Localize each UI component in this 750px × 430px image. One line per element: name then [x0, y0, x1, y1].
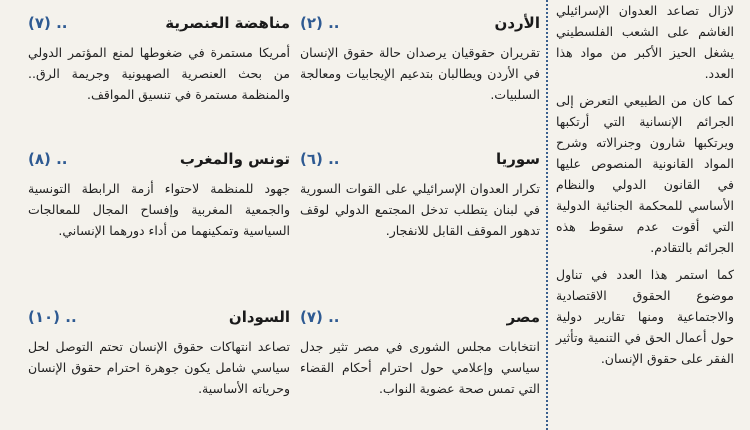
section-summary: تصاعد انتهاكات حقوق الإنسان تحتم التوصل لحل سياسي شامل يكون جوهرة احترام حقوق الإنسان وحرياته الأساسية.: [28, 339, 290, 396]
section-title: تونس والمغرب: [179, 150, 290, 168]
sidebar-paragraph: كما استمر هذا العدد في تناول موضوع الحقوق الاقتصادية والاجتماعية ومنها تقارير دولية حول أعمال الحق في التنمية وتأثير الفقر على حقوق الإنسان.: [556, 267, 734, 366]
page-number: (٧) ..: [28, 14, 68, 32]
page-number: (٧) ..: [300, 308, 340, 326]
section-title: مناهضة العنصرية: [165, 14, 290, 32]
section-summary: تقريران حقوقيان يرصدان حالة حقوق الإنسان في الأردن ويطالبان بتدعيم الإيجابيات ومعالجة السلبيات.: [300, 45, 540, 102]
section-syria: [300, 150, 540, 241]
section-anti-racism: [28, 14, 290, 105]
section-jordan: [300, 14, 540, 105]
editorial-sidebar: [546, 0, 740, 430]
page-number: (٨) ..: [28, 150, 68, 168]
section-summary: أمريكا مستمرة في ضغوطها لمنع المؤتمر الدولي من بحث العنصرية الصهيونية وجريمة الرق.. والمنظمة مستمرة في تنسيق المواقف.: [28, 45, 290, 102]
section-title: السودان: [228, 308, 290, 326]
section-egypt: [300, 308, 540, 399]
sidebar-paragraph: لازال تصاعد العدوان الإسرائيلي الغاشم على الشعب الفلسطيني يشغل الحيز الأكبر من مواد هذا العدد.: [556, 3, 734, 81]
section-summary: تكرار العدوان الإسرائيلي على القوات السورية في لبنان يتطلب تدخل المجتمع الدولي لوقف تدهور الموقف القابل للانفجار.: [300, 181, 540, 238]
page-number: (١٠) ..: [28, 308, 77, 326]
section-title: مصر: [506, 308, 540, 326]
page-number: (٢) ..: [300, 14, 340, 32]
section-title: سوريا: [495, 150, 540, 168]
sidebar-paragraph: كما كان من الطبيعي التعرض إلى الجرائم الإنسانية التي أرتكبها ويرتكبها شارون وجنرالاته وشرح المواد القانونية المنصوص عليها في القانون الدولي والنظام الأساسي للمحكمة الجنائية الدولية التي أقوت عدم سقوط هذه الجرائم بالتقادم.: [556, 93, 734, 255]
section-summary: انتخابات مجلس الشورى في مصر تثير جدل سياسي وإعلامي حول احترام أحكام القضاء التي تمس صحة عضوية النواب.: [300, 339, 540, 396]
section-summary: جهود للمنظمة لاحتواء أزمة الرابطة التونسية والجمعية المغربية وإفساح المجال للمعالجات السياسية وتمكينهما من أداء دورهما الإنساني.: [28, 181, 290, 238]
section-tunisia-morocco: [28, 150, 290, 241]
section-title: الأردن: [494, 14, 540, 32]
section-sudan: [28, 308, 290, 399]
page-number: (٦) ..: [300, 150, 340, 168]
